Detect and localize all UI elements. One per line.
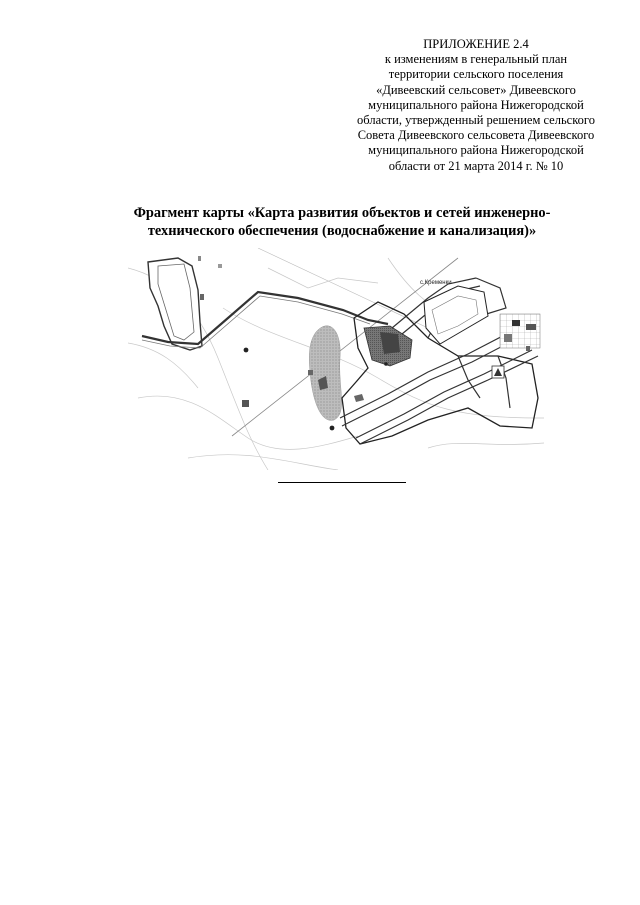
map-marker-icon <box>218 264 222 268</box>
appendix-line: области, утвержденный решением сельского <box>357 113 595 128</box>
appendix-line: Совета Дивеевского сельсовета Дивеевского <box>357 128 595 143</box>
appendix-line: муниципального района Нижегородской <box>368 143 584 158</box>
well-icon <box>384 362 388 366</box>
well-icon <box>244 348 249 353</box>
appendix-line: ПРИЛОЖЕНИЕ 2.4 <box>423 37 529 51</box>
map-marker-icon <box>200 294 204 300</box>
east-grid-block <box>500 314 540 348</box>
title-line-1: Фрагмент карты «Карта развития объектов и сетей инженерно- <box>133 205 551 221</box>
appendix-header <box>348 37 604 174</box>
appendix-line: к изменениям в генеральный план <box>384 52 568 67</box>
appendix-line: области от 21 марта 2014 г. № 10 <box>388 158 564 173</box>
diagonal-line-2 <box>258 248 428 328</box>
appendix-line: муниципального района Нижегородской <box>368 97 584 112</box>
title-line-2: технического обеспечения (водоснабжение и канализация)» <box>147 223 537 239</box>
forest-area <box>309 326 341 421</box>
appendix-line: территории сельского поселения <box>388 67 564 82</box>
map-drawing <box>128 248 544 470</box>
map-marker-icon <box>198 256 201 261</box>
map-marker-icon <box>526 346 530 351</box>
well-icon <box>330 426 335 431</box>
document-title <box>100 204 584 240</box>
place-label: с.Кременки <box>420 280 452 286</box>
map-fragment <box>128 248 544 470</box>
appendix-line: «Дивеевский сельсовет» Дивеевского <box>376 82 576 97</box>
facility-icon <box>242 400 249 407</box>
facility-icon <box>308 370 313 375</box>
separator-rule <box>278 482 406 483</box>
